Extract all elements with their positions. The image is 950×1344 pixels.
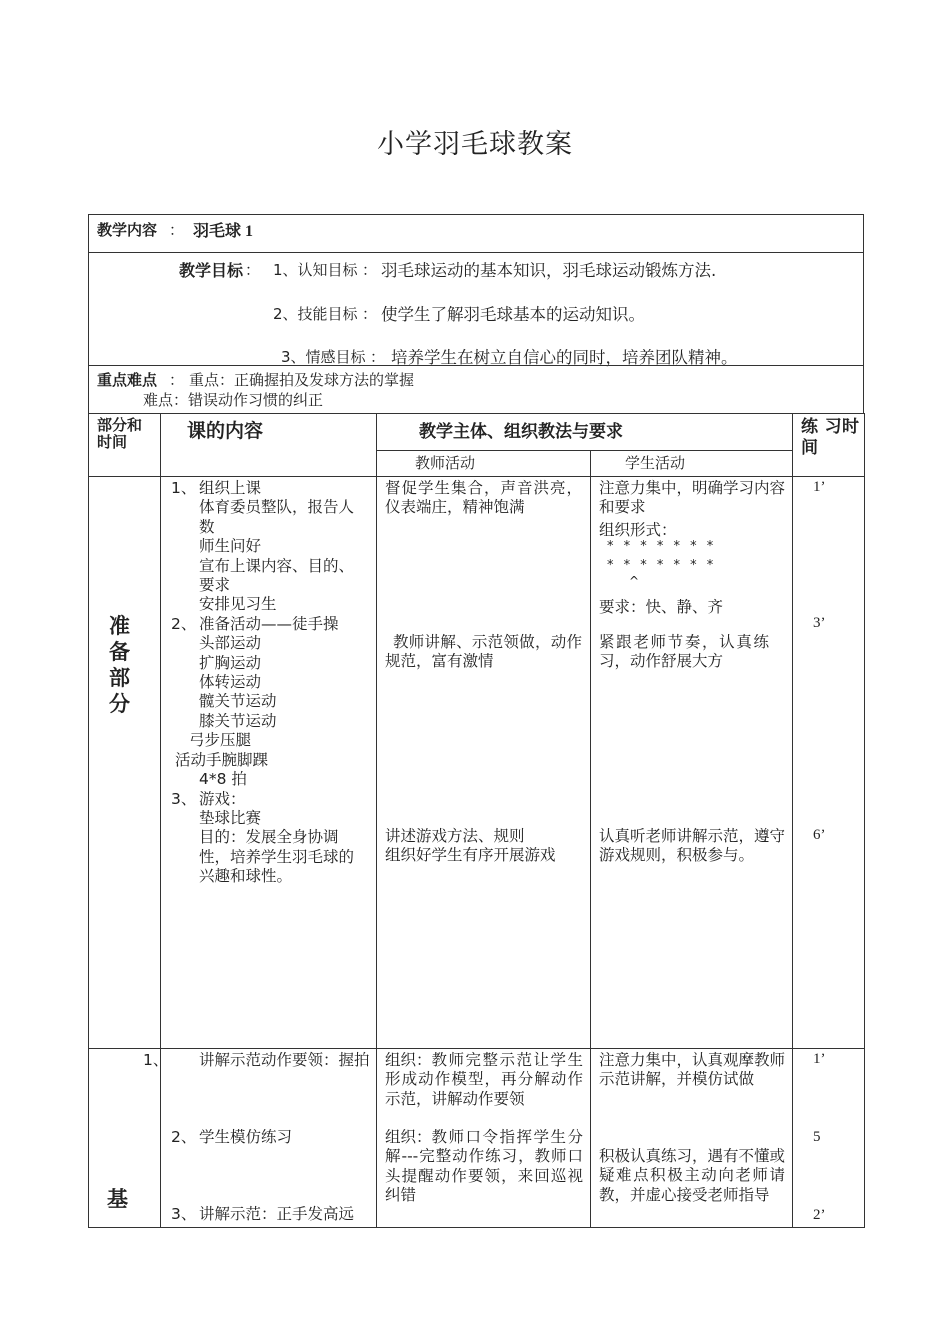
prep-content-line: 扩胸运动 [199,653,262,672]
basic-time-2: 5 [813,1129,821,1145]
basic-content-cell [143,1049,377,1228]
prep-content-cell [161,477,377,1049]
prep-content-line: 膝关节运动 [199,711,277,730]
prep-student-2: 紧跟老师节奏，认真练习，动作舒展大方 [599,633,769,670]
prep-section-cell [89,477,161,1049]
basic-item-3: 3、 讲解示范：正手发高远 [171,1205,355,1223]
goal2-prefix: 2、技能目标 [273,305,358,323]
prep-teacher-2: 教师讲解、示范领做，动作规范，富有激情 [385,633,582,670]
goal3-text: 培养学生在树立自信心的同时，培养团队精神。 [391,348,738,367]
prep-student-1: 注意力集中，明确学习内容和要求 [599,479,786,516]
basic-section-cell [89,1049,161,1228]
prep-content-line: 宣布上课内容、目的、 [199,556,355,575]
difficult-point: 难点：错误动作习惯的纠正 [143,391,324,409]
prep-student-caret: ^ [629,574,640,588]
prep-content-line: 体转运动 [199,673,262,692]
prep-time-2: 3’ [813,615,826,631]
header-content: 课的内容 [161,414,377,477]
basic-section-label: 基 [107,1187,128,1211]
teaching-goals-block: 教学目标 ： 1、认知目标 ： 羽毛球运动的基本知识，羽毛球运动锻炼方法. 2、技能目标 ： 使学生了解羽毛球基本的运动知识。 3、情感目标 ： 培养学生在树立自信心的同时，培养团队精神。 [88,252,864,366]
key-point: 重点：正确握拍及发球方法的掌握 [189,371,415,389]
prep-content-line: 4*8 拍 [199,770,247,789]
prep-content-line: 师生问好 [199,537,262,556]
prep-teacher-1: 督促学生集合，声音洪亮，仪表端庄，精神饱满 [385,479,582,516]
prep-content-line: 性，培养学生羽毛球的 [199,847,355,866]
basic-time-3: 2’ [813,1207,826,1223]
prep-content-line: 要求 [199,576,231,595]
header-teacher: 教师活动 [377,451,591,477]
header-time: 练 习时间 [793,414,865,477]
basic-teacher-1: 组织： 教师完整示范让学生形成动作模型，再分解动作示范，讲解动作要领 [385,1051,583,1108]
prep-content-line: 目的：发展全身协调 [199,828,339,847]
teaching-content-label: 教学内容 [97,221,158,239]
header-method: 教学主体、组织教法与要求 [377,414,793,451]
prep-content-line: 数 [199,517,215,536]
prep-section-label: 准备部分 [109,614,130,716]
basic-student-1: 注意力集中，认真观摩教师示范讲解，并模仿试做 [599,1051,786,1089]
prep-teacher-cell [377,477,591,1049]
prep-content-line: 垫球比赛 [199,808,262,827]
prep-student-3: 认真听老师讲解示范，遵守游戏规则，积极参与。 [599,827,786,864]
prep-content-line: 活动手腕脚踝 [175,750,269,769]
prep-content-line: 弓步压腿 [189,731,252,750]
prep-content-line: 2、 准备活动——徒手操 [171,614,339,633]
prep-content-line: 体育委员整队，报告人 [199,498,355,517]
basic-time-cell [793,1049,865,1228]
basic-time-1: 1’ [813,1051,826,1067]
prep-content-line: 头部运动 [199,634,262,653]
prep-content-line: 3、 游戏： [171,789,246,808]
prep-content-line: 安排见习生 [199,595,277,614]
teaching-content-row: 教学内容 ： 羽毛球 1 [88,214,864,253]
prep-time-cell [793,477,865,1049]
teaching-goals-label: 教学目标 [179,261,244,280]
prep-time-3: 6’ [813,827,826,843]
prep-student-req: 要求：快、静、齐 [599,598,724,616]
prep-content-line: 髋关节运动 [199,692,277,711]
prep-teacher-3b: 组织好学生有序开展游戏 [385,846,556,864]
prep-student-cell [591,477,793,1049]
basic-item-1: 1、 讲解示范动作要领：握拍 [143,1051,370,1069]
header-section: 部分和时间 [89,414,161,477]
lesson-plan-table [88,413,865,1228]
goal1-prefix: 1、认知目标 [273,261,358,279]
teaching-content-value: 羽毛球 1 [193,223,254,240]
goal2-text: 使学生了解羽毛球基本的运动知识。 [381,305,645,324]
basic-item-2: 2、 学生模仿练习 [171,1128,293,1146]
key-points-label: 重点难点 [97,371,158,389]
prep-content-line: 1、 组织上课 [171,479,262,497]
document-title: 小学羽毛球教案 [377,129,573,160]
basic-student-2: 积极认真练习，遇有不懂或疑难点积极主动向老师请教，并虚心接受老师指导 [599,1147,786,1204]
header-student: 学生活动 [591,451,793,477]
prep-teacher-3a: 讲述游戏方法、规则 [385,827,525,845]
prep-student-stars-2: * * * * * * * [607,558,717,573]
basic-student-cell [591,1049,793,1228]
goal3-prefix: 3、情感目标 [281,348,366,366]
prep-time-1: 1’ [813,479,826,495]
basic-teacher-2: 组织： 教师口令指挥学生分解---完整动作练习，教师口头提醒动作要领，来回巡视纠错 [385,1128,583,1205]
key-points-block: 重点难点 ： 重点：正确握拍及发球方法的掌握 难点：错误动作习惯的纠正 [88,365,864,414]
goal1-text: 羽毛球运动的基本知识，羽毛球运动锻炼方法. [381,261,717,280]
prep-student-stars-1: * * * * * * * [607,539,717,554]
basic-teacher-cell [377,1049,591,1228]
prep-student-form-label: 组织形式： [599,521,677,539]
prep-content-list [161,477,376,887]
prep-content-line: 兴趣和球性。 [199,867,293,886]
